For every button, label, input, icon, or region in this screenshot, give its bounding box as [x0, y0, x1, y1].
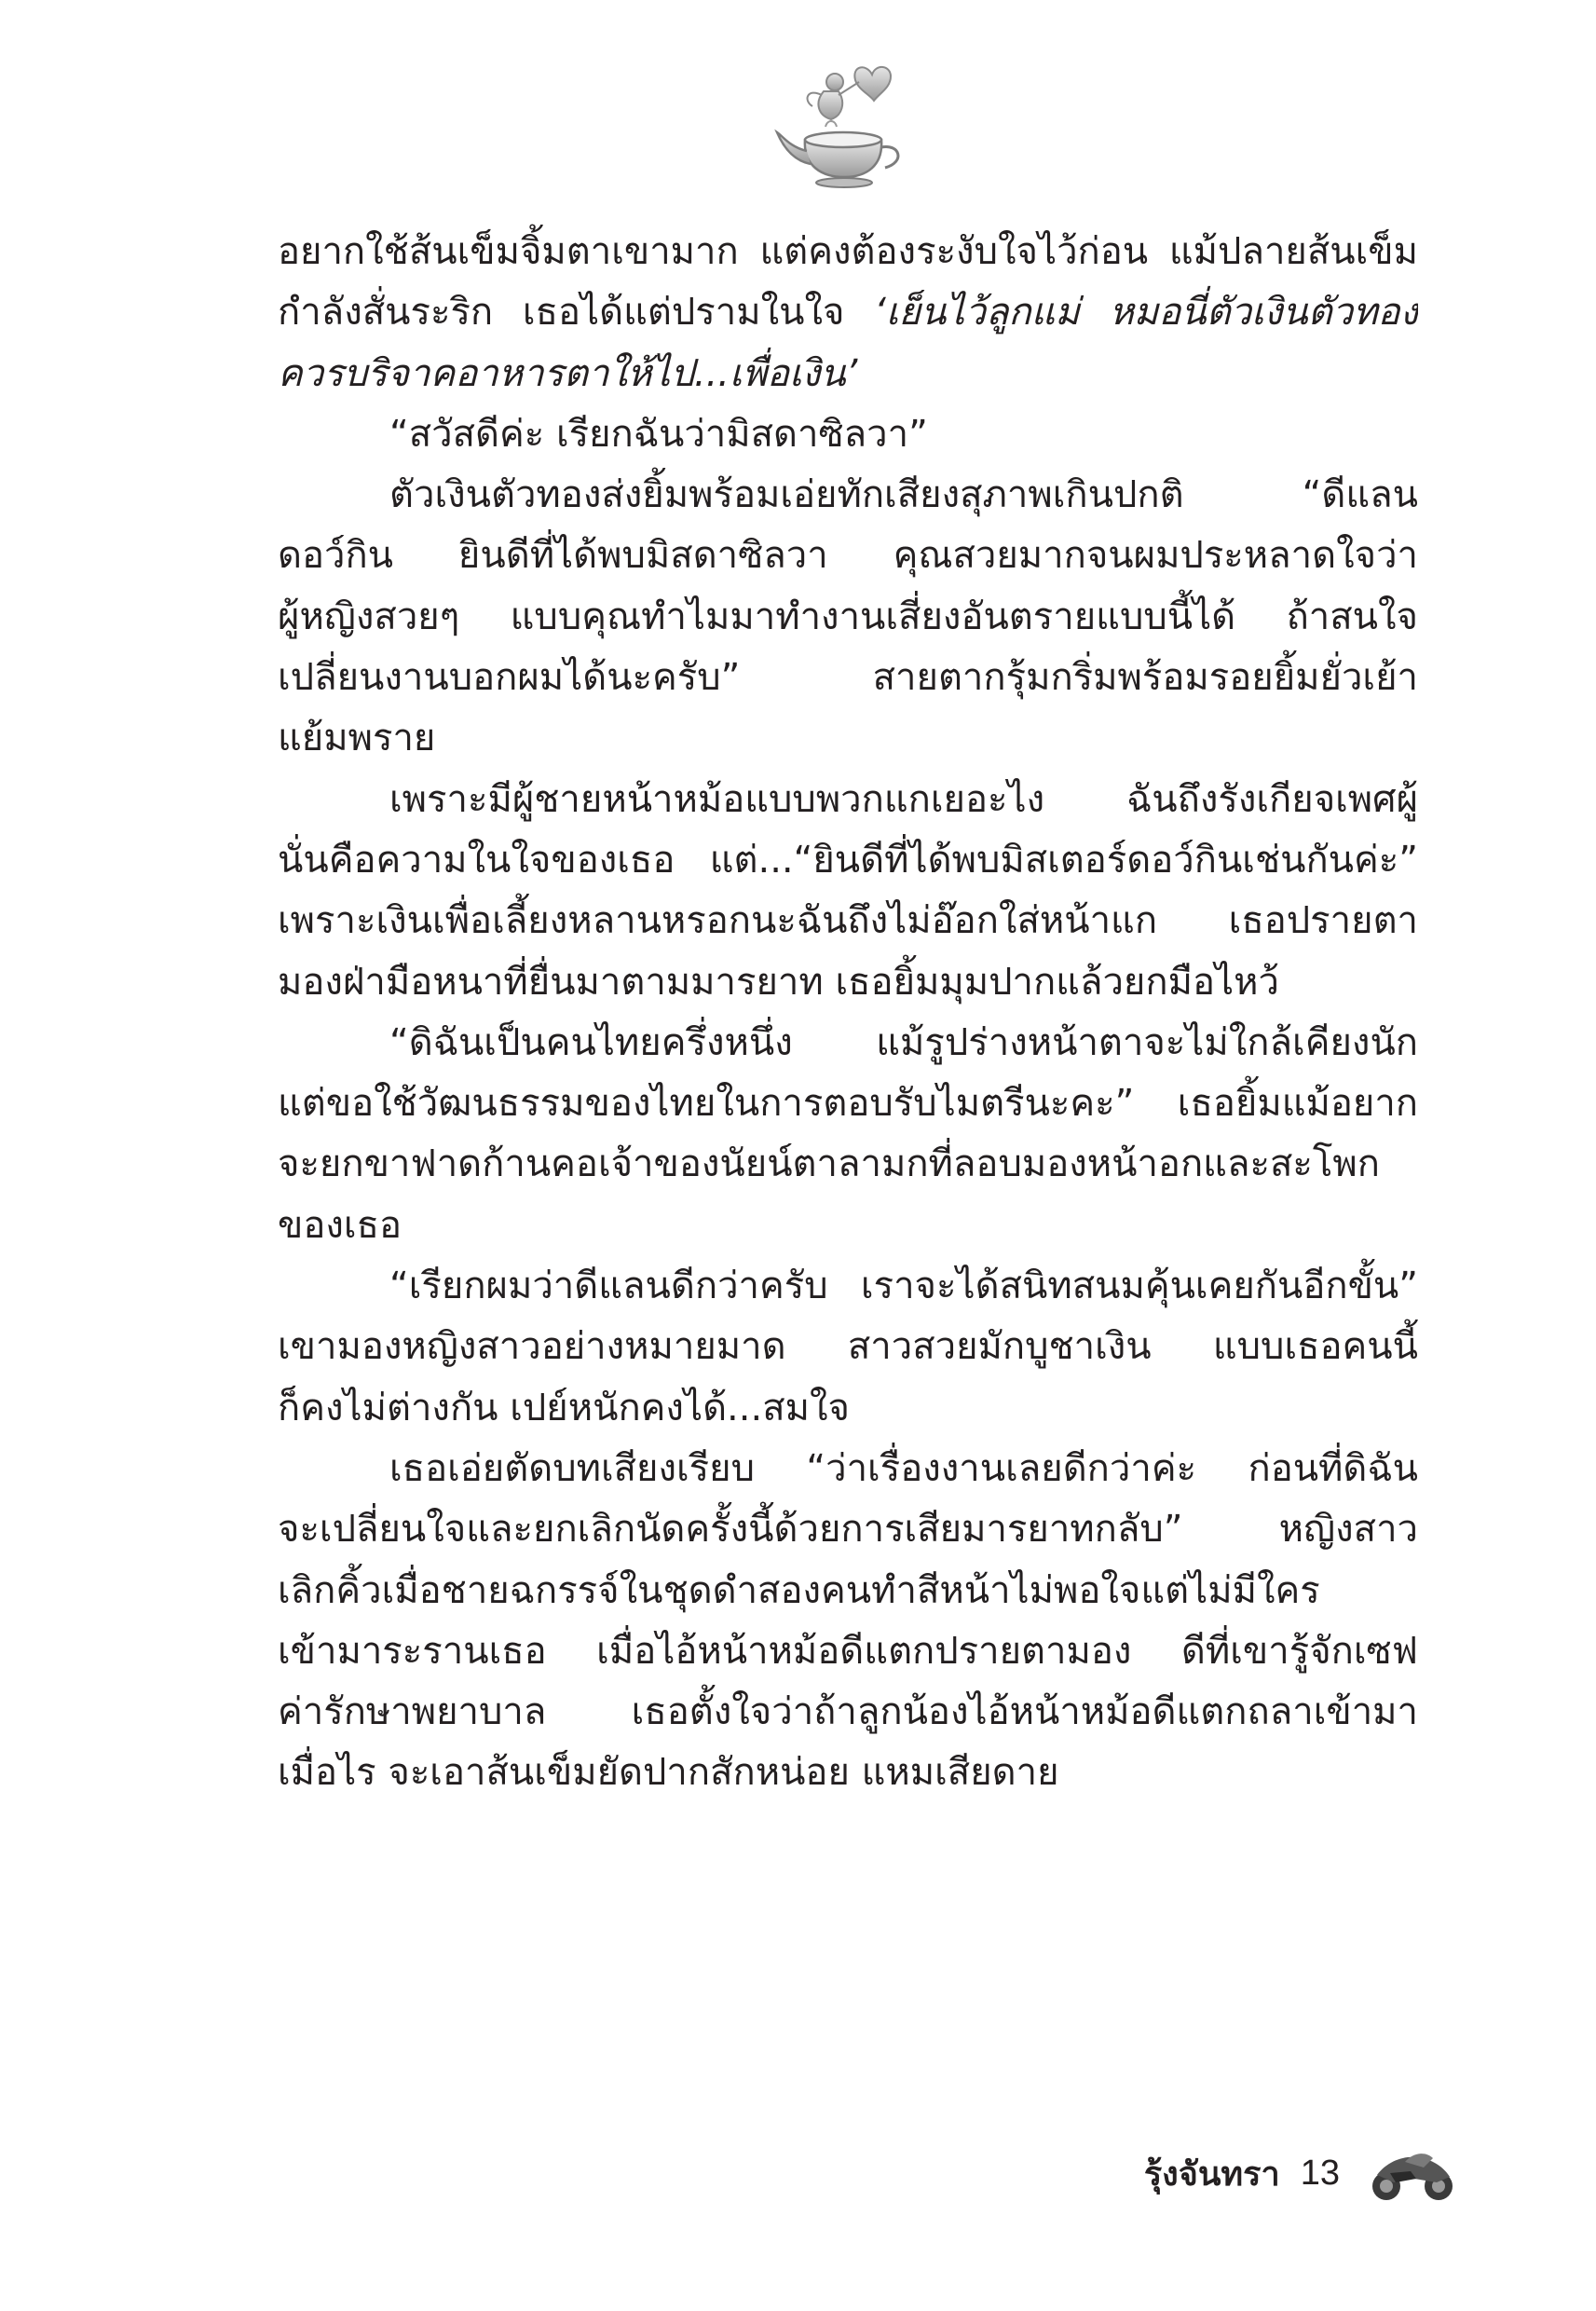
- text-segment: ก็คงไม่ต่างกัน เปย์หนักคงได้...สมใจ: [278, 1386, 850, 1429]
- text-line: [278, 1439, 1418, 1499]
- text-segment: ค่ารักษาพยาบาล เธอตั้งใจว่าถ้าลูกน้องไอ้หน้าหม้อดีแตกถลาเข้ามา: [278, 1690, 1418, 1734]
- italic-text: ควรบริจาคอาหารตาให้ไป...เพื่อเงิน’: [278, 351, 858, 395]
- text-line: [278, 1256, 1418, 1317]
- footer-book-title: รุ้งจันทรา: [1143, 2154, 1280, 2194]
- text-segment: ของเธอ: [278, 1203, 402, 1247]
- text-segment: “สวัสดีค่ะ เรียกฉันว่ามิสดาซิลวา”: [389, 412, 928, 456]
- text-line: [278, 222, 1418, 282]
- text-segment: ผู้หญิงสวยๆ แบบคุณทำไมมาทำงานเสี่ยงอันตรายแบบนี้ได้ ถ้าสนใจ: [278, 595, 1418, 638]
- text-line: [278, 1073, 1418, 1134]
- text-line: [278, 1196, 1418, 1256]
- text-segment: นั่นคือความในใจของเธอ แต่...“ยินดีที่ได้พบมิสเตอร์ดอว์กินเช่นกันค่ะ”: [278, 838, 1418, 882]
- text-line: [278, 891, 1418, 951]
- text-segment: กำลังสั่นระริก เธอได้แต่ปรามในใจ: [278, 291, 875, 335]
- text-line: [278, 465, 1418, 526]
- text-segment: มองฝ่ามือหนาที่ยื่นมาตามมารยาท เธอยิ้มมุมปากแล้วยกมือไหว้: [278, 960, 1279, 1004]
- text-segment: “ดิฉันเป็นคนไทยครึ่งหนึ่ง แม้รูปร่างหน้าตาจะไม่ใกล้เคียงนัก: [389, 1020, 1418, 1064]
- text-line: [278, 404, 1418, 465]
- text-line: [278, 648, 1418, 708]
- text-line: [278, 1621, 1418, 1682]
- text-segment: “เรียกผมว่าดีแลนดีกว่าครับ เราจะได้สนิทสนมคุ้นเคยกันอีกขั้น”: [389, 1265, 1418, 1308]
- text-line: [278, 282, 1418, 343]
- text-line: [278, 1378, 1418, 1439]
- text-line: [278, 1317, 1418, 1377]
- text-segment: จะเปลี่ยนใจและยกเลิกนัดครั้งนี้ด้วยการเสียมารยาทกลับ” หญิงสาว: [278, 1508, 1418, 1552]
- text-line: [278, 1013, 1418, 1073]
- text-line: [278, 708, 1418, 769]
- text-line: [278, 1499, 1418, 1560]
- text-line: [278, 1743, 1418, 1803]
- motorcycle-icon: [1368, 2140, 1456, 2207]
- text-segment: ดอว์กิน ยินดีที่ได้พบมิสดาซิลวา คุณสวยมากจนผมประหลาดใจว่า: [278, 534, 1418, 578]
- text-segment: แต่ขอใช้วัฒนธรรมของไทยในการตอบรับไมตรีนะคะ” เธอยิ้มแม้อยาก: [278, 1082, 1418, 1126]
- page-footer: [1144, 2136, 1456, 2210]
- text-segment: แย้มพราย: [278, 717, 436, 760]
- text-segment: เขามองหญิงสาวอย่างหมายมาด สาวสวยมักบูชาเงิน แบบเธอคนนี้: [278, 1325, 1418, 1369]
- text-segment: เธอเอ่ยตัดบทเสียงเรียบ “ว่าเรื่องงานเลยดีกว่าค่ะ ก่อนที่ดิฉัน: [389, 1446, 1418, 1490]
- page-number: 13: [1300, 2153, 1340, 2193]
- text-segment: จะยกขาฟาดก้านคอเจ้าของนัยน์ตาลามกที่ลอบมองหน้าอกและสะโพก: [278, 1142, 1380, 1186]
- text-segment: เข้ามาระรานเธอ เมื่อไอ้หน้าหม้อดีแตกปรายตามอง ดีที่เขารู้จักเซฟ: [278, 1629, 1418, 1673]
- text-segment: เปลี่ยนงานบอกผมได้นะครับ” สายตากรุ้มกริ่มพร้อมรอยยิ้มยั่วเย้า: [278, 656, 1418, 700]
- text-segment: เพราะมีผู้ชายหน้าหม้อแบบพวกแกเยอะไง ฉันถึงรังเกียจเพศผู้: [389, 777, 1418, 821]
- text-segment: เพราะเงินเพื่อเลี้ยงหลานหรอกนะฉันถึงไม่อ๊อกใส่หน้าแก เธอปรายตา: [278, 899, 1418, 943]
- text-line: [278, 830, 1418, 891]
- story-text: [278, 222, 1418, 1804]
- text-line: [278, 1134, 1418, 1195]
- text-segment: ตัวเงินตัวทองส่งยิ้มพร้อมเอ่ยทักเสียงสุภาพเกินปกติ “ดีแลน: [389, 473, 1418, 517]
- text-line: [278, 526, 1418, 586]
- italic-text: ‘เย็นไว้ลูกแม่ หมอนี่ตัวเงินตัวทอง: [874, 291, 1418, 335]
- text-line: [278, 1682, 1418, 1743]
- text-line: [278, 344, 1418, 404]
- text-segment: เลิกคิ้วเมื่อชายฉกรรจ์ในชุดดำสองคนทำสีหน้าไม่พอใจแต่ไม่มีใคร: [278, 1568, 1320, 1612]
- text-segment: อยากใช้ส้นเข็มจิ้มตาเขามาก แต่คงต้องระงับใจไว้ก่อน แม้ปลายส้นเข็ม: [278, 230, 1418, 273]
- text-line: [278, 1561, 1418, 1621]
- text-segment: เมื่อไร จะเอาส้นเข็มยัดปากสักหน่อย แหมเสียดาย: [278, 1751, 1059, 1795]
- text-line: [278, 952, 1418, 1013]
- text-line: [278, 587, 1418, 648]
- teapot-ornament-icon: [770, 54, 919, 194]
- text-line: [278, 770, 1418, 830]
